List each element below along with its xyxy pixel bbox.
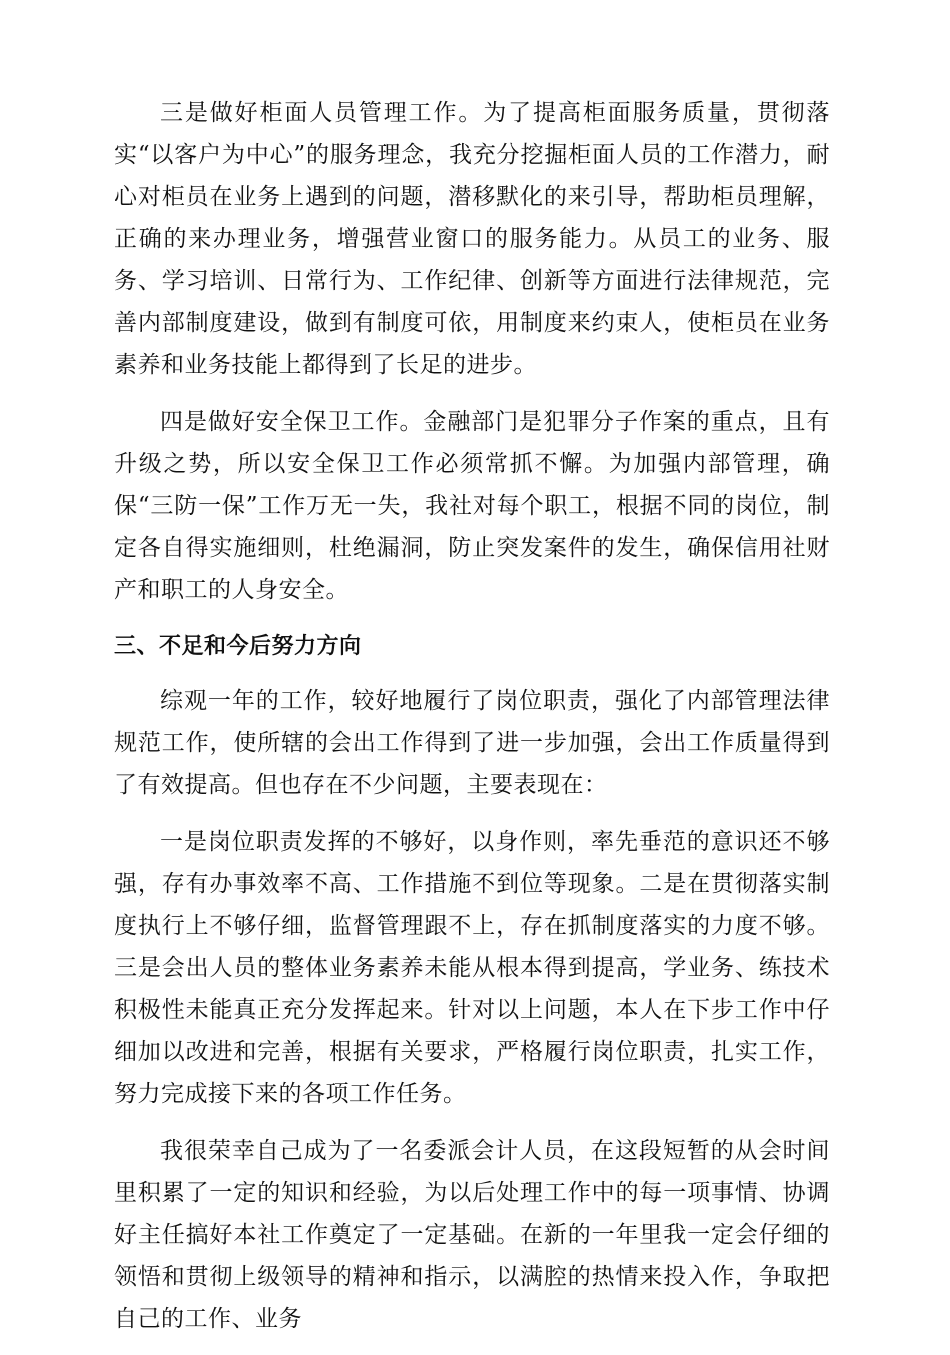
paragraph-teller-management: 三是做好柜面人员管理工作。为了提高柜面服务质量，贯彻落实“以客户为中心”的服务理念，我充分挖掘柜面人员的工作潜力，耐心对柜员在业务上遇到的问题，潜移默化的来引导，帮助柜员理解，正确的来办理业务，增强营业窗口的服务能力。从员工的业务、服务、学习培训、日常行为、工作纪律、创新等方面进行法律规范，完善内部制度建设，做到有制度可依，用制度来约束人，使柜员在业务素养和业务技能上都得到了长足的进步。 bbox=[114, 100, 830, 378]
section-heading-shortcomings: 三、不足和今后努力方向 bbox=[114, 634, 362, 659]
paragraph-year-review: 综观一年的工作，较好地履行了岗位职责，强化了内部管理法律规范工作，使所辖的会出工作得到了进一步加强，会出工作质量得到了有效提高。但也存在不少问题，主要表现在： bbox=[114, 688, 830, 798]
paragraph-conclusion: 我很荣幸自己成为了一名委派会计人员，在这段短暂的从会时间里积累了一定的知识和经验，为以后处理工作中的每一项事情、协调好主任搞好本社工作奠定了一定基础。在新的一年里我一定会仔细的领悟和贯彻上级领导的精神和指示，以满腔的热情来投入作，争取把自己的工作、业务 bbox=[114, 1138, 830, 1332]
document-body bbox=[114, 92, 830, 1355]
paragraph-problems: 一是岗位职责发挥的不够好，以身作则，率先垂范的意识还不够强，存有办事效率不高、工作措施不到位等现象。二是在贯彻落实制度执行上不够仔细，监督管理跟不上，存在抓制度落实的力度不够。三是会出人员的整体业务素养未能从根本得到提高，学业务、练技术积极性未能真正充分发挥起来。针对以上问题，本人在下步工作中仔细加以改进和完善，根据有关要求，严格履行岗位职责，扎实工作，努力完成接下来的各项工作任务。 bbox=[114, 829, 830, 1107]
paragraph-security-work: 四是做好安全保卫工作。金融部门是犯罪分子作案的重点，且有升级之势，所以安全保卫工作必须常抓不懈。为加强内部管理，确保“三防一保”工作万无一失，我社对每个职工，根据不同的岗位，制定各自得实施细则，杜绝漏洞，防止突发案件的发生，确保信用社财产和职工的人身安全。 bbox=[114, 409, 830, 603]
